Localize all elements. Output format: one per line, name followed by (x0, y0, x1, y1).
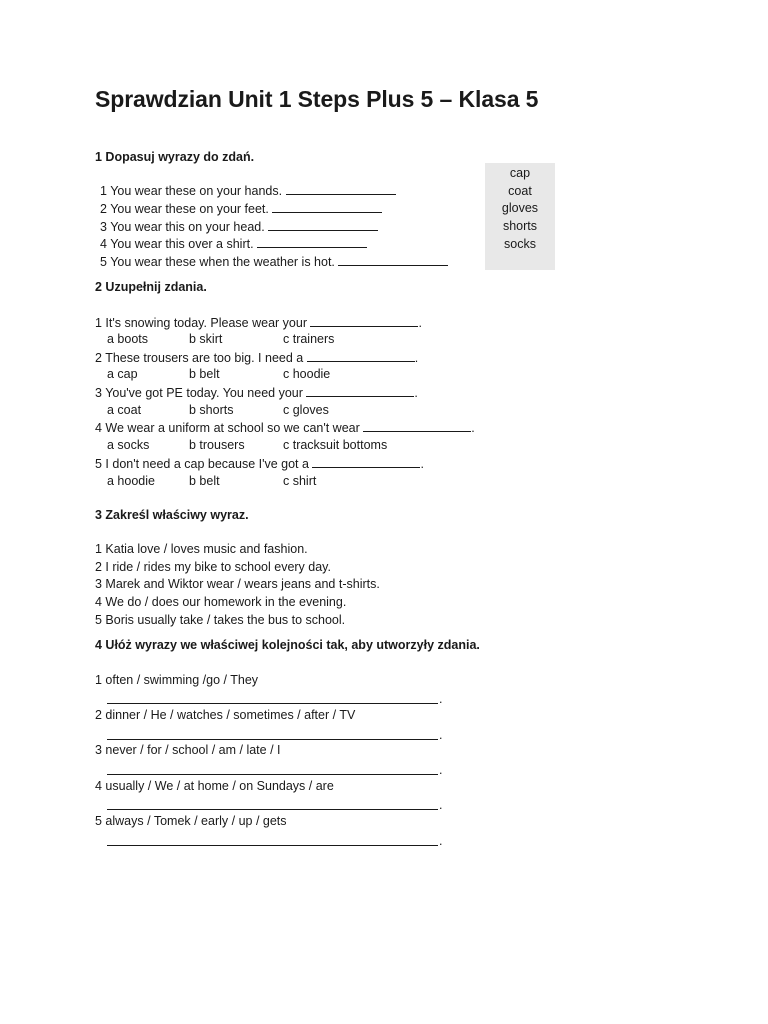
option-b[interactable]: b belt (189, 474, 220, 488)
option-b[interactable]: b belt (189, 367, 220, 381)
option-c[interactable]: c hoodie (283, 367, 331, 381)
ex2-question-text: 2 These trousers are too big. I need a (95, 351, 304, 365)
exercise-2-heading: 2 Uzupełnij zdania. (95, 280, 207, 294)
word-bank-item: coat (508, 183, 532, 198)
answer-blank[interactable] (306, 385, 414, 397)
ex4-item: 3 never / for / school / am / late / I (95, 743, 281, 757)
word-bank-item: socks (504, 236, 536, 251)
option-a[interactable]: a coat (107, 403, 142, 417)
ex2-question-text: 4 We wear a uniform at school so we can't wear (95, 421, 360, 435)
option-b[interactable]: b trousers (189, 438, 245, 452)
ex1-item-3 (100, 219, 378, 235)
answer-line[interactable] (107, 739, 438, 740)
answer-blank[interactable] (307, 350, 415, 362)
option-c[interactable]: c gloves (283, 403, 329, 417)
ex1-item-num: 4 (100, 237, 107, 251)
answer-line[interactable] (107, 845, 438, 846)
ex1-item-text: You wear this on your head. (110, 220, 265, 234)
ex2-question-1: 1 It's snowing today. Please wear your . (95, 316, 422, 330)
ex2-question-text: 5 I don't need a cap because I've got a (95, 457, 309, 471)
answer-blank[interactable] (286, 183, 396, 195)
ex1-item-5 (100, 254, 448, 270)
option-c[interactable]: c trainers (283, 332, 335, 346)
option-b[interactable]: b shorts (189, 403, 234, 417)
period-mark: . (439, 798, 443, 812)
ex2-question-text: 3 You've got PE today. You need your (95, 386, 303, 400)
ex1-item-num: 2 (100, 202, 107, 216)
ex4-item: 5 always / Tomek / early / up / gets (95, 814, 287, 828)
ex3-item[interactable]: 3 Marek and Wiktor wear / wears jeans and t-shirts. (95, 577, 380, 591)
option-a[interactable]: a boots (107, 332, 149, 346)
answer-line[interactable] (107, 774, 438, 775)
ex2-question-text: 1 It's snowing today. Please wear your (95, 316, 307, 330)
ex1-item-text: You wear these on your hands. (110, 184, 283, 198)
ex1-item-1 (100, 183, 396, 199)
option-b[interactable]: b skirt (189, 332, 223, 346)
ex2-question-5: 5 I don't need a cap because I've got a . (95, 457, 424, 471)
ex1-item-text: You wear these on your feet. (110, 202, 269, 216)
ex1-item-num: 3 (100, 220, 107, 234)
ex4-item: 2 dinner / He / watches / sometimes / after / TV (95, 708, 356, 722)
period-mark: . (439, 834, 443, 848)
word-bank (485, 163, 555, 270)
ex2-question-2: 2 These trousers are too big. I need a . (95, 351, 419, 365)
option-a[interactable]: a socks (107, 438, 150, 452)
exercise-3-heading: 3 Zakreśl właściwy wyraz. (95, 508, 249, 522)
ex1-item-num: 5 (100, 255, 107, 269)
ex4-item: 1 often / swimming /go / They (95, 673, 259, 687)
option-a[interactable]: a cap (107, 367, 138, 381)
answer-line[interactable] (107, 809, 438, 810)
ex1-item-4 (100, 236, 367, 252)
period-mark: . (439, 692, 443, 706)
ex3-item[interactable]: 2 I ride / rides my bike to school every day. (95, 560, 331, 574)
ex2-question-3: 3 You've got PE today. You need your . (95, 386, 418, 400)
answer-blank[interactable] (272, 201, 382, 213)
ex3-item[interactable]: 5 Boris usually take / takes the bus to school. (95, 613, 346, 627)
option-c[interactable]: c tracksuit bottoms (283, 438, 388, 452)
ex1-item-num: 1 (100, 184, 107, 198)
ex3-item[interactable]: 4 We do / does our homework in the evening. (95, 595, 347, 609)
ex1-item-text: You wear these when the weather is hot. (110, 255, 335, 269)
option-c[interactable]: c shirt (283, 474, 317, 488)
ex2-question-4: 4 We wear a uniform at school so we can't wear . (95, 421, 475, 435)
exercise-1-heading: 1 Dopasuj wyrazy do zdań. (95, 150, 255, 164)
page-title: Sprawdzian Unit 1 Steps Plus 5 – Klasa 5 (95, 86, 539, 112)
word-bank-item: cap (509, 166, 531, 180)
answer-blank[interactable] (312, 456, 420, 468)
ex4-item: 4 usually / We / at home / on Sundays / are (95, 779, 334, 793)
word-bank-item: gloves (501, 201, 539, 216)
option-a[interactable]: a hoodie (107, 474, 155, 488)
answer-blank[interactable] (257, 236, 367, 248)
period-mark: . (439, 763, 443, 777)
answer-blank[interactable] (310, 315, 418, 327)
answer-blank[interactable] (363, 420, 471, 432)
exercise-4-heading: 4 Ułóż wyrazy we właściwej kolejności tak, aby utworzyły zdania. (95, 638, 480, 652)
ex1-item-text: You wear this over a shirt. (110, 237, 254, 251)
word-bank-item: shorts (502, 219, 538, 234)
answer-line[interactable] (107, 703, 438, 704)
ex1-item-2 (100, 201, 382, 217)
ex3-item[interactable]: 1 Katia love / loves music and fashion. (95, 542, 308, 556)
answer-blank[interactable] (268, 219, 378, 231)
answer-blank[interactable] (338, 254, 448, 266)
period-mark: . (439, 728, 443, 742)
